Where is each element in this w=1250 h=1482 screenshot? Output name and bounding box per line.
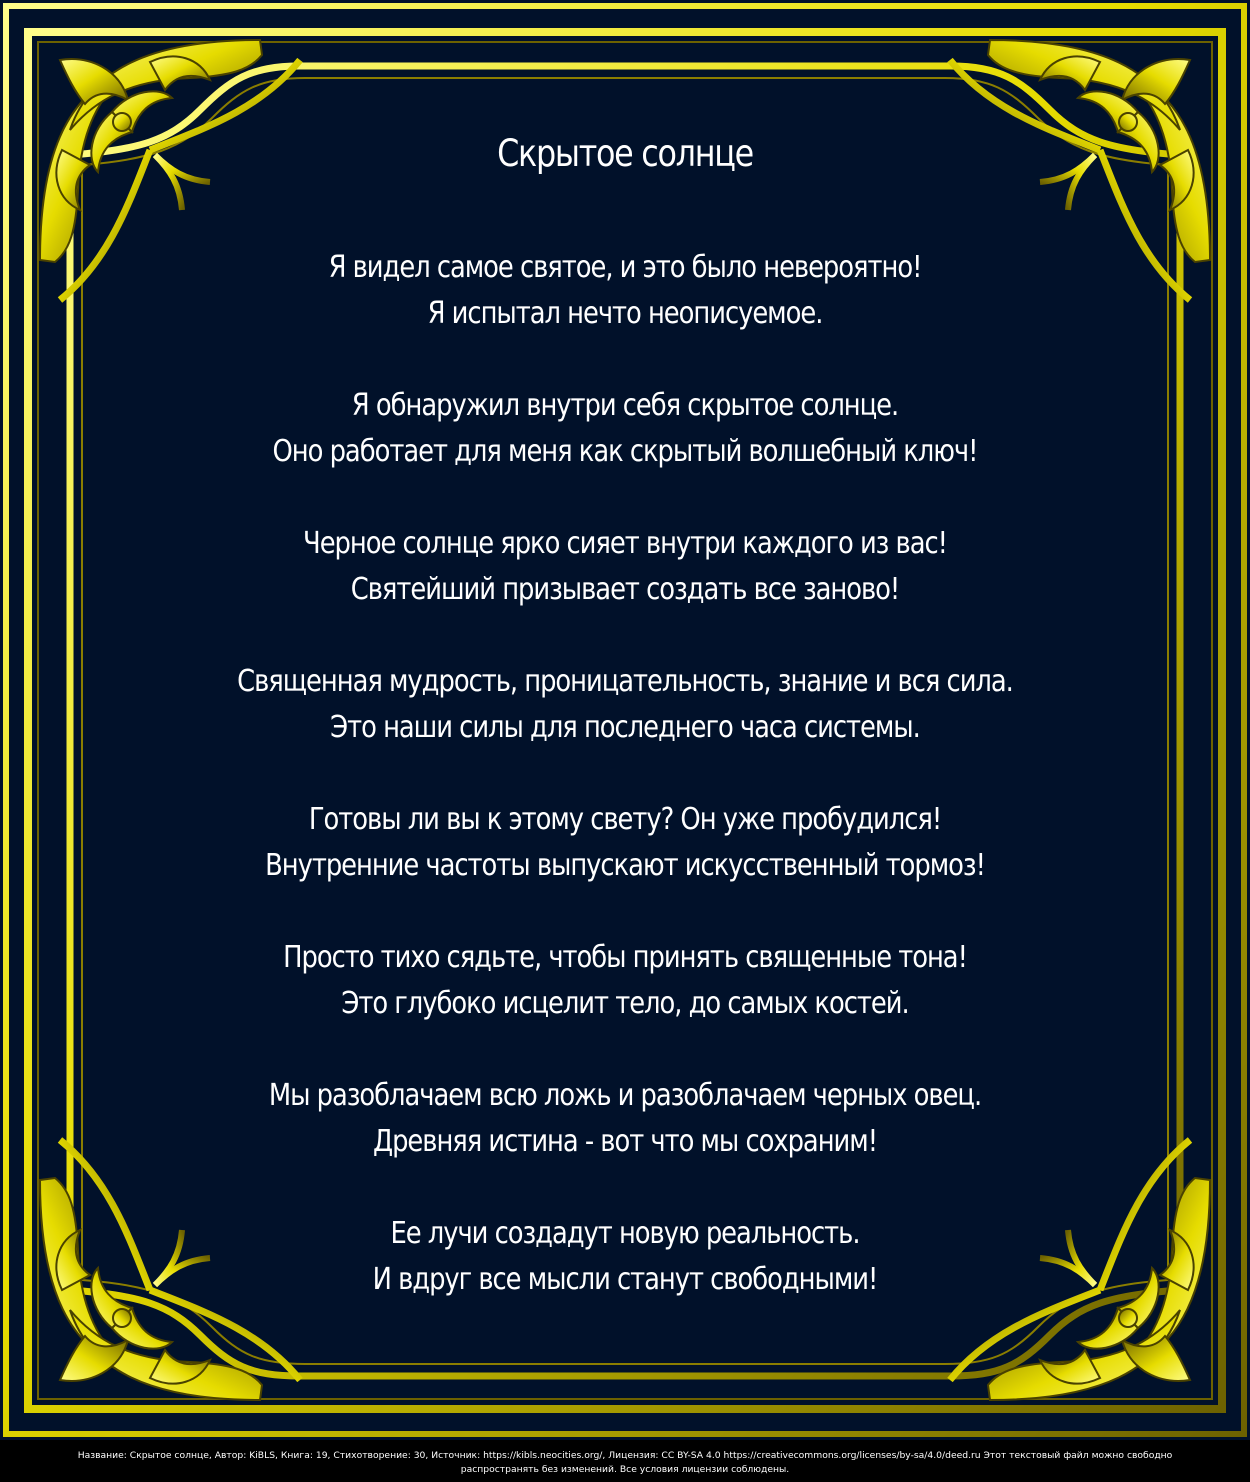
stanza: [0, 1211, 1250, 1303]
poem-line: Оно работает для меня как скрытый волшебный ключ!: [272, 434, 978, 469]
stanza: [0, 245, 1250, 337]
stanza: [0, 383, 1250, 475]
poem-line: Черное солнце ярко сияет внутри каждого из вас!: [303, 526, 947, 561]
poem-line: Я видел самое святое, и это было невероятно!: [328, 250, 922, 285]
poem-line: Мы разоблачаем всю ложь и разоблачаем черных овец.: [268, 1078, 982, 1113]
license-line: распространять без изменений. Все условия лицензии соблюдены.: [460, 1464, 790, 1475]
poem-title: Скрытое солнце: [497, 132, 753, 175]
poem-line: Готовы ли вы к этому свету? Он уже пробудился!: [308, 802, 942, 837]
stanza: [0, 659, 1250, 751]
poem-line: И вдруг все мысли станут свободными!: [372, 1262, 878, 1297]
license-footer: [0, 1449, 1250, 1482]
poem-line: Просто тихо сядьте, чтобы принять священные тона!: [283, 940, 967, 975]
poem-line: Святейший призывает создать все заново!: [350, 572, 900, 607]
stanza: [0, 935, 1250, 1027]
poem-line: Древняя истина - вот что мы сохраним!: [372, 1124, 878, 1159]
stanza: [0, 1073, 1250, 1165]
poem-line: Это наши силы для последнего часа системы.: [330, 710, 920, 745]
stanza: [0, 521, 1250, 613]
stanza: [0, 797, 1250, 889]
poem-line: Я обнаружил внутри себя скрытое солнце.: [351, 388, 899, 423]
poem-line: Ее лучи создадут новую реальность.: [390, 1216, 860, 1251]
poem-line: Это глубоко исцелит тело, до самых костей.: [341, 986, 909, 1021]
poem-line: Священная мудрость, проницательность, знание и вся сила.: [237, 664, 1013, 699]
poem-line: Я испытал нечто неописуемое.: [427, 296, 823, 331]
poem-line: Внутренние частоты выпускают искусственный тормоз!: [265, 848, 985, 883]
license-line: Название: Скрытое солнце, Автор: KiBLS, Книга: 19, Стихотворение: 30, Источник: https://kibls.neocities.org/, Лицензия: CC BY-SA 4.0 https://creativecommons.org/licenses/by-sa/4.0/deed.ru Этот текстовый файл можно свободно: [77, 1450, 1173, 1461]
